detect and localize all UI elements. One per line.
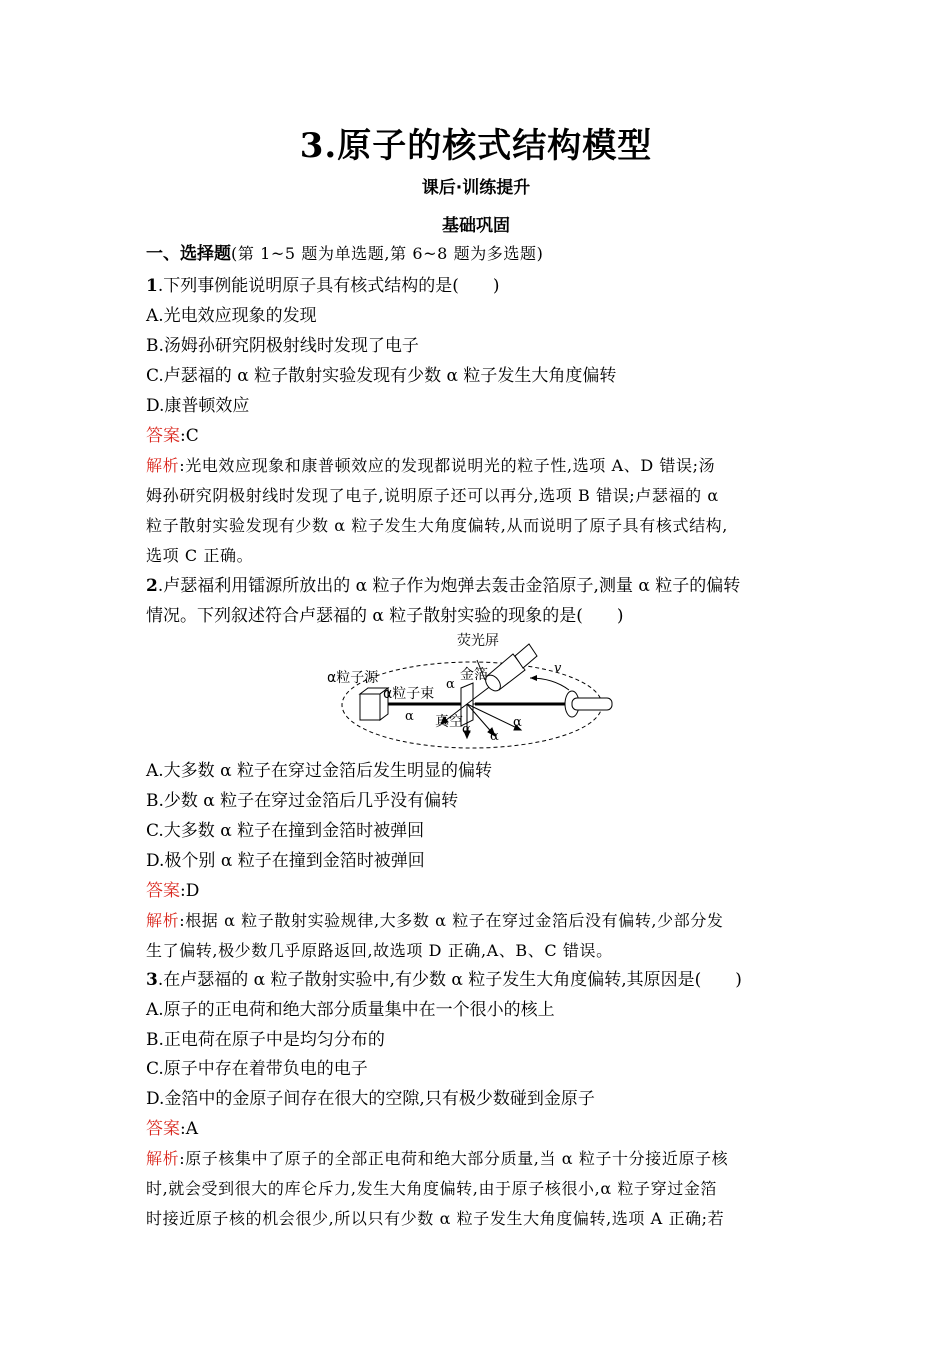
q3-explanation-line: [146, 1148, 816, 1170]
velocity-label: v: [554, 661, 562, 676]
q1-answer: [146, 425, 816, 447]
page-subtitle: 课后·训练提升: [421, 178, 531, 198]
answer-label: 答案: [146, 1119, 180, 1139]
q3-explanation-line: 时,就会受到很大的库仑斥力,发生大角度偏转,由于原子核很小,α 粒子穿过金箔: [146, 1179, 718, 1198]
question-text: .卢瑟福利用镭源所放出的 α 粒子作为炮弹去轰击金箔原子,测量 α 粒子的偏转: [157, 576, 741, 596]
q1-explanation-line: 粒子散射实验发现有少数 α 粒子发生大角度偏转,从而说明了原子具有核式结构,: [146, 516, 728, 535]
part-heading: 一、选择题: [146, 244, 231, 264]
explanation-label: 解析: [146, 1149, 180, 1168]
vacuum-label: 真空: [435, 714, 463, 730]
answer-label: 答案: [146, 881, 180, 901]
alpha-label: α: [462, 722, 471, 737]
foil-label: 金箔: [460, 667, 488, 683]
alpha-label: α: [446, 677, 455, 692]
page-title: 3.原子的核式结构模型: [299, 126, 653, 166]
q2-option-b: B.少数 α 粒子在穿过金箔后几乎没有偏转: [146, 791, 459, 811]
screen-label: 荧光屏: [457, 633, 499, 649]
section-heading: 基础巩固: [442, 216, 510, 236]
detector-tube: [565, 691, 612, 717]
alpha-label: α: [405, 709, 414, 724]
explanation-text: :光电效应现象和康普顿效应的发现都说明光的粒子性,选项 A、D 错误;汤: [179, 456, 716, 475]
q1-option-d: D.康普顿效应: [146, 396, 250, 416]
q3-option-a: A.原子的正电荷和绝大部分质量集中在一个很小的核上: [146, 1000, 555, 1020]
part-heading-line: [146, 243, 816, 265]
explanation-text: :根据 α 粒子散射实验规律,大多数 α 粒子在穿过金箔后没有偏转,少部分发: [179, 911, 724, 930]
alpha-label: α: [490, 729, 499, 744]
explanation-text: :原子核集中了原子的全部正电荷和绝大部分质量,当 α 粒子十分接近原子核: [179, 1149, 729, 1168]
q3-option-c: C.原子中存在着带负电的电子: [146, 1059, 368, 1079]
question-number: 3: [146, 970, 158, 990]
q3-option-b: B.正电荷在原子中是均匀分布的: [146, 1030, 385, 1050]
q2-answer: [146, 880, 816, 902]
question-1-stem: [146, 275, 816, 297]
q1-explanation-line: 选项 C 正确。: [146, 546, 254, 565]
q1-explanation-line: 姆孙研究阴极射线时发现了电子,说明原子还可以再分,选项 B 错误;卢瑟福的 α: [146, 486, 719, 505]
q2-option-d: D.极个别 α 粒子在撞到金箔时被弹回: [146, 851, 425, 871]
explanation-label: 解析: [146, 456, 180, 475]
question-text: .下列事例能说明原子具有核式结构的是( ): [157, 276, 500, 296]
q3-answer: [146, 1118, 816, 1140]
q1-option-a: A.光电效应现象的发现: [146, 306, 317, 326]
answer-value: :D: [180, 881, 200, 901]
source-label: α粒子源: [327, 670, 379, 686]
question-text: .在卢瑟福的 α 粒子散射实验中,有少数 α 粒子发生大角度偏转,其原因是( ): [157, 970, 742, 990]
q2-explanation-line: [146, 910, 816, 932]
beam-label: α粒子束: [383, 686, 435, 702]
q1-option-c: C.卢瑟福的 α 粒子散射实验发现有少数 α 粒子发生大角度偏转: [146, 366, 617, 386]
alpha-label: α: [513, 715, 522, 730]
q2-explanation-line: 生了偏转,极少数几乎原路返回,故选项 D 正确,A、B、C 错误。: [146, 941, 613, 960]
q1-option-b: B.汤姆孙研究阴极射线时发现了电子: [146, 336, 419, 356]
rotation-arrowhead: [530, 675, 537, 681]
explanation-label: 解析: [146, 911, 180, 930]
q3-explanation-line: 时接近原子核的机会很少,所以只有少数 α 粒子发生大角度偏转,选项 A 正确;若: [146, 1209, 725, 1228]
question-2-stem-cont: 情况。下列叙述符合卢瑟福的 α 粒子散射实验的现象的是( ): [146, 606, 624, 626]
q3-option-d: D.金箔中的金原子间存在很大的空隙,只有极少数碰到金原子: [146, 1089, 595, 1109]
q2-option-c: C.大多数 α 粒子在撞到金箔时被弹回: [146, 821, 425, 841]
part-note: (第 1~5 题为单选题,第 6~8 题为多选题): [231, 244, 544, 263]
answer-label: 答案: [146, 426, 180, 446]
q2-option-a: A.大多数 α 粒子在穿过金箔后发生明显的偏转: [146, 761, 492, 781]
q1-explanation-line: [146, 455, 816, 477]
answer-value: :C: [180, 426, 199, 446]
question-number: 1: [146, 276, 158, 296]
question-3-stem: [146, 969, 816, 991]
question-number: 2: [146, 576, 158, 596]
answer-value: :A: [180, 1119, 199, 1139]
question-2-stem: [146, 575, 816, 597]
alpha-scattering-diagram: [325, 628, 625, 753]
